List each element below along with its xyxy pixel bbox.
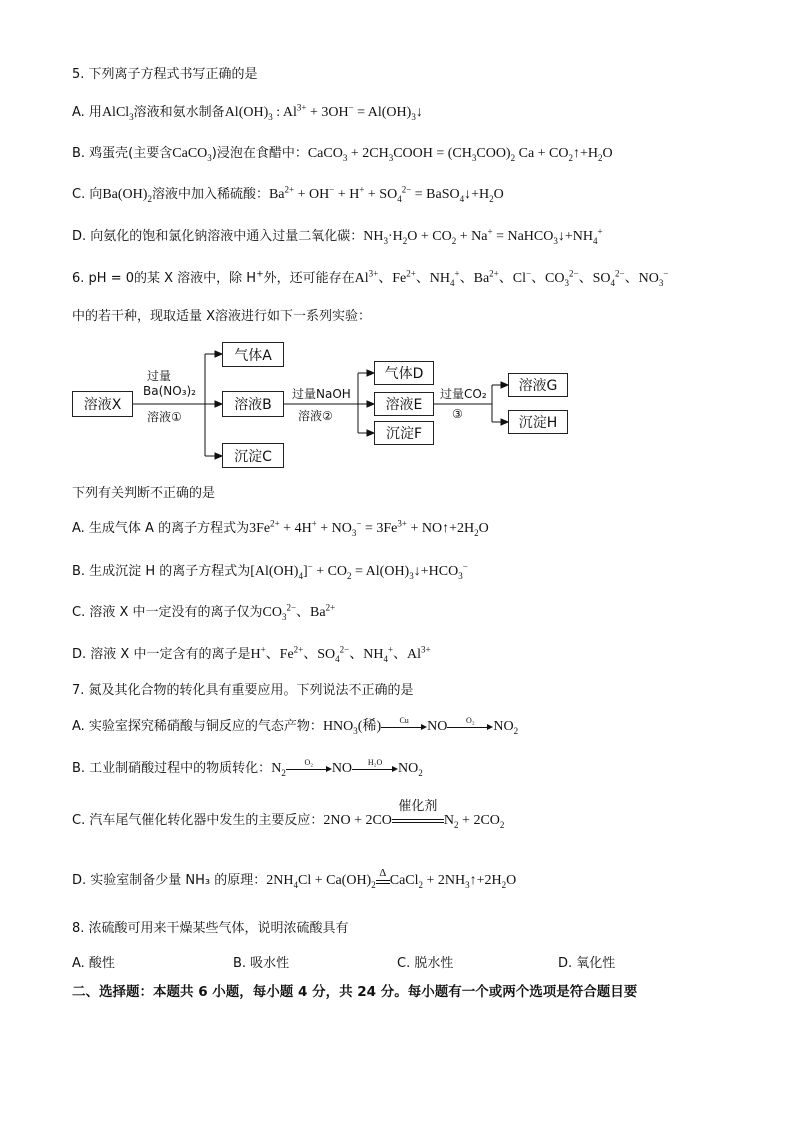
- q5-a-formula-alcl3: AlCl$_3$: [101, 105, 134, 122]
- gas-d-box: 气体D: [374, 361, 434, 385]
- reagent3-top: 过量CO₂: [440, 387, 487, 401]
- q6-option-b: [72, 563, 468, 581]
- q5-option-a: [72, 104, 423, 122]
- q7-option-a: [72, 715, 519, 736]
- q7-d-label: D. 实验室制备少量 NH₃ 的原理：: [72, 873, 267, 888]
- q5-option-d: [72, 228, 603, 246]
- q5-a-equation: $Al(OH)_3$ : $Al^{3+} + 3OH^-$ = $Al(OH)_3↓$: [224, 102, 423, 122]
- q6-judge: 下列有关判断不正确的是: [72, 486, 216, 501]
- section-2-title: 二、选择题：本题共 6 小题，每小题 4 分，共 24 分。每小题有一个或两个选项是符合题目要: [72, 984, 638, 1000]
- q7-b-arrow1: O₂: [286, 763, 332, 775]
- q6-stem-line2: 中的若干种，现取适量 X溶液进行如下一系列实验：: [72, 309, 372, 324]
- q6-b-label: B. 生成沉淀 H 的离子方程式为: [72, 564, 251, 579]
- q5-c-text: 溶液中加入稀硫酸：: [151, 187, 269, 202]
- q6-stem-text-b: 外，还可能存在: [263, 271, 355, 286]
- q6-stem-line1: 6. pH = 0的某 X 溶液中，除 H+外，还可能存在$Al^{3+}$、$Fe^{2+}$、$NH_4^+$、$Ba^{2+}$、Cl−、$CO_3^{2-}$、$SO_4^{2-}$、$NO_3^-$: [72, 268, 669, 288]
- q7-b-arrow2: H₂O: [352, 763, 398, 775]
- q8-option-d: D. 氧化性: [558, 956, 616, 971]
- solution-b-box: 溶液B: [222, 391, 284, 417]
- q5-d-label: D. 向氨化的饱和氯化钠溶液中通入过量二氧化碳：: [72, 229, 364, 244]
- q5-a-text: 溶液和氨水制备: [133, 105, 225, 120]
- q7-a-arrow2: O₂: [447, 721, 493, 733]
- q6-a-equation: $3Fe^{2+} + 4H^+ + NO_3^- = 3Fe^{3+}$ + $NO↑+2H_2O$: [249, 518, 489, 538]
- q7-option-d: [72, 866, 517, 890]
- q5-c-formula: $Ba(OH)_2$: [102, 187, 152, 204]
- q8-option-a: A. 酸性: [72, 956, 115, 971]
- reagent1-step: 溶液①: [147, 410, 182, 424]
- q7-a-label: A. 实验室探究稀硝酸与铜反应的气态产物：: [72, 719, 323, 734]
- q6-option-d: [72, 646, 431, 664]
- q8-option-c: C. 脱水性: [397, 956, 454, 971]
- reagent1-top: 过量: [147, 369, 172, 383]
- q8-option-b: B. 吸水性: [233, 956, 290, 971]
- q7-c-label: C. 汽车尾气催化转化器中发生的主要反应：: [72, 813, 324, 828]
- q7-b-chain: $N_2$ O₂ NO H₂O $NO_2$: [271, 757, 423, 778]
- gas-a-box: 气体A: [222, 342, 284, 367]
- q5-c-equation: $Ba^{2+} + OH^- + H^+ + SO_4^{2-}$ = $BaSO_4↓+H_2O$: [268, 184, 504, 204]
- q5-b-formula: CaCO$_3$: [172, 146, 212, 163]
- q7-stem: 7. 氮及其化合物的转化具有重要应用。下列说法不正确的是: [72, 683, 414, 698]
- q6-option-c: [72, 604, 335, 622]
- q7-b-label: B. 工业制硝酸过程中的物质转化：: [72, 761, 272, 776]
- q6-c-label: C. 溶液 X 中一定没有的离子仅为: [72, 605, 263, 620]
- q6-b-equation: $[Al(OH)_4]^- + CO_2$ = $Al(OH)_3↓+HCO_3^-$: [250, 561, 468, 581]
- q6-d-label: D. 溶液 X 中一定含有的离子是: [72, 647, 251, 662]
- q6-option-a: [72, 520, 489, 538]
- solution-e-box: 溶液E: [374, 392, 434, 416]
- q5-b-equation: CaCO$_3$ + $2CH_3COOH = (CH_3COO)_2$ $Ca + CO_2↑+H_2O$: [307, 146, 613, 163]
- reagent2-top: 过量NaOH: [292, 387, 351, 401]
- q6-ion-list: $Al^{3+}$、$Fe^{2+}$、$NH_4^+$、$Ba^{2+}$、Cl−、$CO_3^{2-}$、$SO_4^{2-}$、$NO_3^-$: [354, 268, 669, 288]
- solution-x-box: 溶液X: [72, 391, 133, 417]
- q6-a-label: A. 生成气体 A 的离子方程式为: [72, 521, 250, 536]
- q5-option-b: [72, 145, 613, 163]
- q6-c-ions: $CO_3^{2-}$、$Ba^{2+}$: [262, 602, 336, 622]
- precipitate-h-box: 沉淀H: [508, 410, 568, 434]
- q8-stem: 8. 浓硫酸可用来干燥某些气体，说明浓硫酸具有: [72, 921, 349, 936]
- q5-c-label: C. 向: [72, 187, 103, 202]
- q5-d-equation: $NH_3\cdot H_2O + CO_2 + Na^+$ = $NaHCO_3↓+NH_4^+$: [363, 226, 603, 246]
- reagent3-step: ③: [452, 407, 463, 421]
- reagent2-step: 溶液②: [298, 409, 333, 423]
- solution-g-box: 溶液G: [508, 373, 568, 397]
- q7-option-b: [72, 757, 423, 778]
- precipitate-c-box: 沉淀C: [222, 443, 284, 468]
- q5-a-label: A. 用: [72, 105, 102, 120]
- q7-c-equation: 2NO + 2CO 催化剂 $N_2 + 2CO_2$: [323, 798, 505, 830]
- q6-stem-text: 6. pH = 0的某 X 溶液中，除 H: [72, 271, 257, 286]
- q7-c-catalyst-sign: 催化剂: [392, 814, 444, 828]
- q5-stem: 5. 下列离子方程式书写正确的是: [72, 67, 258, 82]
- q7-d-heat-sign: Δ: [376, 874, 390, 888]
- q7-a-arrow1: Cu: [381, 721, 427, 733]
- q7-a-chain: $HNO_3$(稀) Cu NO O₂ $NO_2$: [322, 715, 519, 736]
- q6-d-ions: H+、$Fe^{2+}$、$SO_4^{2-}$、$NH_4^+$、$Al^{3+}$: [250, 644, 431, 664]
- reagent1-formula: Ba(NO₃)₂: [143, 384, 196, 398]
- q7-option-c: [72, 798, 505, 830]
- q5-b-label: B. 鸡蛋壳(主要含: [72, 146, 173, 161]
- q5-b-text: )浸泡在食醋中：: [211, 146, 308, 161]
- q5-option-c: [72, 186, 504, 204]
- q7-d-equation: $2NH_4Cl + Ca(OH)_2$ Δ CaCl$_2$ + $2NH_3↑+2H_2O$: [266, 866, 517, 890]
- precipitate-f-box: 沉淀F: [374, 421, 434, 445]
